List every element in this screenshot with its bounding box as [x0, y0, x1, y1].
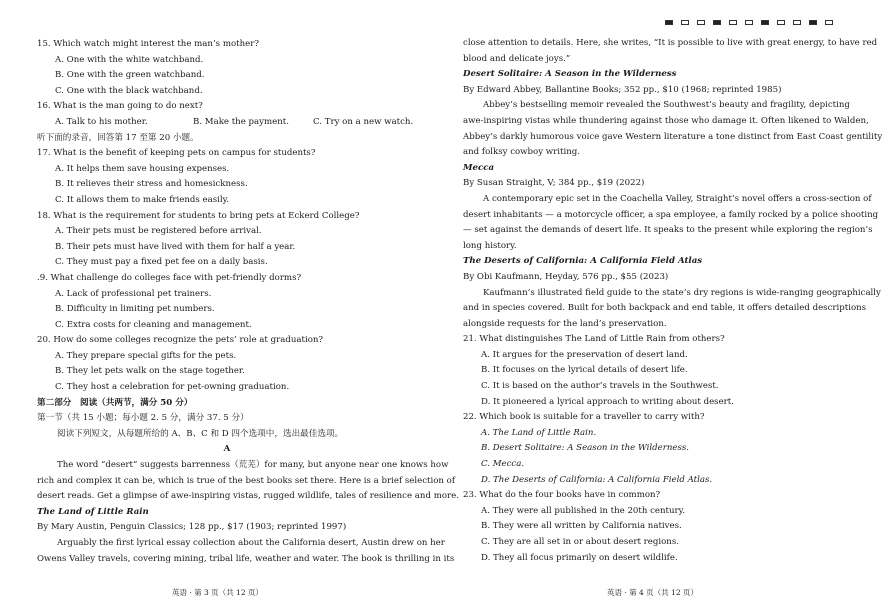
- book4-title: The Deserts of California: A California Field Atlas: [463, 256, 703, 267]
- q16-option-c: C. Try on a new watch.: [313, 116, 414, 127]
- q19-option-b: B. Difficulty in limiting pet numbers.: [55, 304, 215, 315]
- book3-line-3: — set against the demands of desert life. It speaks to the present while exploring the region’s: [463, 225, 873, 236]
- book3-title: Mecca: [463, 162, 495, 173]
- book4-line-2: and in species covered. Built for both backpack and end table, it offers detailed descriptions: [463, 303, 867, 314]
- intro-line-1: The word “desert” suggests barrenness（荒芜）for many, but anyone near one knows how: [57, 460, 449, 471]
- book3-line-4: long history.: [463, 240, 517, 251]
- q23-option-c: C. They are all set in or about desert regions.: [481, 537, 679, 547]
- q22-option-a: A. The Land of Little Rain.: [481, 427, 597, 438]
- q23-option-b: B. They were all written by California natives.: [481, 521, 682, 532]
- book4-line-3: alongside requests for the land’s preservation.: [463, 318, 667, 329]
- book1-line-2: Owens Valley travels, covering mining, tribal life, weather and water. The book is thrilling in its: [37, 553, 455, 564]
- part2-heading: 第二部分 阅读（共两节，满分 50 分）: [37, 397, 193, 408]
- passage-letter: A: [223, 444, 231, 455]
- book3-line-1: A contemporary epic set in the Coachella Valley, Straight’s novel offers a cross-section of: [483, 193, 872, 204]
- q15-option-c: C. One with the black watchband.: [55, 85, 203, 96]
- q21-stem: 21. What distinguishes The Land of Little Rain from others?: [463, 334, 725, 345]
- q20-option-b: B. They let pets walk on the stage together.: [55, 366, 245, 377]
- q16-options: [37, 115, 417, 131]
- q18-option-a: A. Their pets must be registered before arrival.: [55, 226, 262, 237]
- q22-stem: 22. Which book is suitable for a traveller to carry with?: [463, 412, 705, 423]
- book2-title: Desert Solitaire: A Season in the Wilderness: [463, 69, 677, 80]
- q18-option-b: B. Their pets must have lived with them for half a year.: [55, 241, 296, 252]
- left-footer: 英语 · 第 3 页（共 12 页）: [171, 588, 263, 598]
- book2-info: By Edward Abbey, Ballantine Books; 352 pp., $10 (1968; reprinted 1985): [463, 84, 782, 95]
- book3-line-2: desert inhabitants — a motorcycle officer, a spa employee, a family rocked by a police shooting: [463, 209, 879, 220]
- q23-option-d: D. They all focus primarily on desert wildlife.: [481, 552, 678, 563]
- q15-option-b: B. One with the green watchband.: [55, 70, 205, 81]
- q22-option-c: C. Mecca.: [481, 459, 525, 470]
- q20-option-c: C. They host a celebration for pet-owning graduation.: [55, 382, 290, 393]
- q19-stem: .9. What challenge do colleges face with pet-friendly dorms?: [37, 272, 302, 283]
- q22-option-d: D. The Deserts of California: A California Field Atlas.: [481, 474, 713, 485]
- book2-line-1: Abbey’s bestselling memoir revealed the Southwest’s beauty and fragility, depicting: [483, 100, 850, 111]
- book4-info: By Obi Kaufmann, Heyday, 576 pp., $55 (2023): [463, 271, 669, 282]
- q21-option-b: B. It focuses on the lyrical details of desert life.: [481, 365, 688, 376]
- q16-option-a: A. Talk to his mother.: [55, 116, 148, 127]
- right-page: [435, 0, 882, 615]
- instruction-17-20: 听下面的录音，回答第 17 至第 20 小题。: [37, 132, 199, 143]
- q17-stem: 17. What is the benefit of keeping pets on campus for students?: [37, 148, 316, 159]
- book2-line-4: and folksy cowboy writing.: [463, 147, 580, 158]
- q15-option-a: A. One with the white watchband.: [55, 54, 204, 65]
- q16-option-b: B. Make the payment.: [193, 116, 289, 127]
- q22-option-b: B. Desert Solitaire: A Season in the Wilderness.: [481, 443, 689, 454]
- reading-instruction: 阅读下列短文，从每题所给的 A、B、C 和 D 四个选项中，选出最佳选项。: [57, 428, 344, 439]
- q21-option-a: A. It argues for the preservation of desert land.: [481, 349, 688, 360]
- q20-option-a: A. They prepare special gifts for the pets.: [55, 350, 237, 361]
- section1-heading: 第一节（共 15 小题；每小题 2. 5 分，满分 37. 5 分）: [37, 413, 249, 424]
- q17-option-c: C. It allows them to make friends easily.: [55, 194, 230, 205]
- q21-option-c: C. It is based on the author’s travels in the Southwest.: [481, 381, 719, 392]
- q19-option-a: A. Lack of professional pet trainers.: [55, 288, 212, 299]
- q18-option-c: C. They must pay a fixed pet fee on a daily basis.: [55, 257, 268, 268]
- q18-stem: 18. What is the requirement for students to bring pets at Eckerd College?: [37, 210, 360, 221]
- book3-info: By Susan Straight, V; 384 pp., $19 (2022): [463, 178, 645, 189]
- book1-cont-line-2: blood and delicate joys.”: [463, 53, 571, 64]
- q15-stem: 15. Which watch might interest the man’s mother?: [37, 39, 259, 49]
- book1-cont-line-1: close attention to details. Here, she writes, “It is possible to live with great energy, to have red: [463, 38, 878, 48]
- book2-line-3: Abbey’s darkly humorous voice gave Western literature a tone distinct from East Coast gentility: [463, 131, 882, 142]
- intro-line-2: rich and complex it can be, which is true of the best books set there. Here is a brief selection of: [37, 475, 456, 486]
- right-footer: 英语 · 第 4 页（共 12 页）: [606, 588, 698, 598]
- q16-stem: 16. What is the man going to do next?: [37, 101, 203, 112]
- q20-stem: 20. How do some colleges recognize the pets’ role at graduation?: [37, 335, 324, 346]
- q23-stem: 23. What do the four books have in common?: [463, 490, 661, 501]
- q19-option-c: C. Extra costs for cleaning and management.: [55, 319, 252, 330]
- book1-line-1: Arguably the first lyrical essay collection about the California desert, Austin drew on her: [57, 538, 445, 548]
- q17-option-a: A. It helps them save housing expenses.: [55, 163, 230, 174]
- book1-title: The Land of Little Rain: [37, 506, 149, 517]
- intro-line-3: desert reads. Get a glimpse of awe-inspiring vistas, rugged wildlife, tales of resilience and more.: [37, 491, 459, 502]
- q21-option-d: D. It pioneered a lyrical approach to writing about desert.: [481, 396, 734, 407]
- q17-option-b: B. It relieves their stress and homesickness.: [55, 179, 248, 190]
- book1-info: By Mary Austin, Penguin Classics; 128 pp., $17 (1903; reprinted 1997): [37, 522, 347, 533]
- q23-option-a: A. They were all published in the 20th century.: [481, 505, 686, 516]
- book4-line-1: Kaufmann’s illustrated field guide to the state’s dry regions is wide-ranging geographically: [483, 287, 881, 298]
- book2-line-2: awe-inspiring vistas while thundering against those who damage it. Often likened to Walden,: [463, 115, 869, 126]
